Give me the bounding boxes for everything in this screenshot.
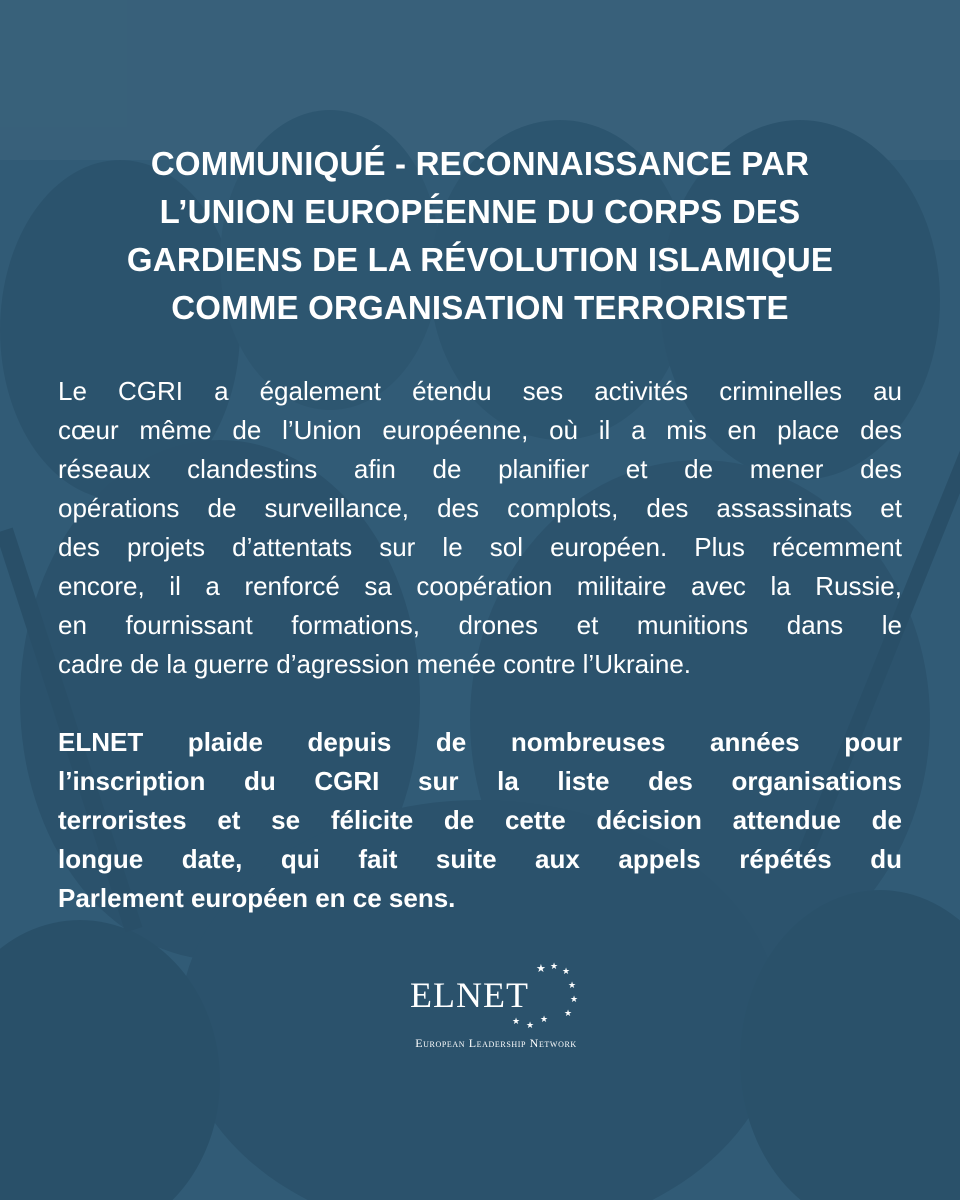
article <box>58 140 902 918</box>
svg-text:★: ★ <box>536 962 546 975</box>
svg-text:★: ★ <box>512 1017 521 1027</box>
svg-text:★: ★ <box>564 1009 573 1019</box>
title-line: L’UNION EUROPÉENNE DU CORPS DES <box>159 193 801 230</box>
paragraph-line: opérations de surveillance, des complots, des assassinats et <box>58 493 902 523</box>
title-line: GARDIENS DE LA RÉVOLUTION ISLAMIQUE <box>126 241 834 278</box>
svg-text:★: ★ <box>526 1021 535 1031</box>
svg-text:★: ★ <box>568 981 577 991</box>
paragraph-line: l’inscription du CGRI sur la liste des organisations <box>58 766 902 796</box>
title-line: COMME ORGANISATION TERRORISTE <box>171 289 789 326</box>
svg-text:★: ★ <box>540 1015 549 1025</box>
body-paragraph-2 <box>58 723 902 918</box>
paragraph-line: encore, il a renforcé sa coopération militaire avec la Russie, <box>58 571 902 601</box>
paragraph-line: ELNET plaide depuis de nombreuses années pour <box>58 727 902 757</box>
svg-text:★: ★ <box>550 962 559 972</box>
paragraph-line: Parlement européen en ce sens. <box>58 883 456 913</box>
logo-wordmark: ELNET <box>410 975 529 1015</box>
svg-text:★: ★ <box>570 995 579 1005</box>
body-paragraph-1 <box>58 372 902 684</box>
page-title <box>58 140 902 332</box>
paragraph-line: longue date, qui fait suite aux appels répétés du <box>58 844 902 874</box>
paragraph-line: terroristes et se félicite de cette décision attendue de <box>58 805 902 835</box>
logo-tagline: European Leadership Network <box>415 1036 577 1050</box>
paragraph-line: Le CGRI a également étendu ses activités criminelles au <box>58 376 902 406</box>
title-line: COMMUNIQUÉ - RECONNAISSANCE PAR <box>150 145 810 182</box>
elnet-logo <box>396 958 596 1058</box>
paragraph-line: cœur même de l’Union européenne, où il a mis en place des <box>58 415 902 445</box>
paragraph-line: cadre de la guerre d’agression menée contre l’Ukraine. <box>58 649 692 679</box>
paragraph-line: en fournissant formations, drones et munitions dans le <box>58 610 902 640</box>
svg-text:★: ★ <box>562 967 571 977</box>
paragraph-line: des projets d’attentats sur le sol européen. Plus récemment <box>58 532 902 562</box>
paragraph-line: réseaux clandestins afin de planifier et de mener des <box>58 454 902 484</box>
